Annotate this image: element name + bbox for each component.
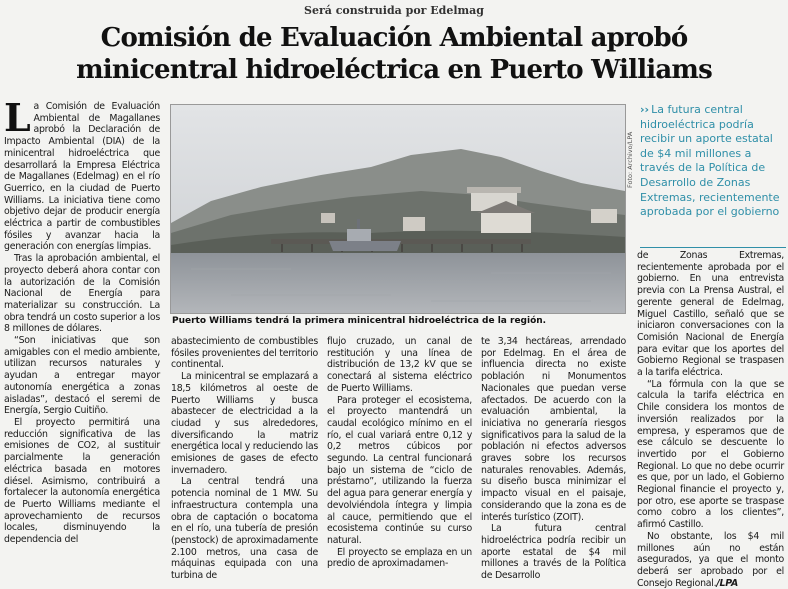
col2-paragraph-3: La central tendrá una potencia nominal de 1 MW. Su infraestructura contempla una obra de captación o bocatoma en el río, una tubería de presión (penstock) de aproximadamente 2.100 metros, una casa de máquinas equipada con una turbina de xyxy=(171,476,318,582)
headline xyxy=(0,22,788,86)
column-2 xyxy=(171,336,318,582)
puerto-williams-harbor-image xyxy=(171,105,625,313)
pull-quote-divider xyxy=(640,247,786,248)
harbor-photo xyxy=(170,104,626,314)
col1-paragraph-1: La Comisión de Evaluación Ambiental de Magallanes aprobó la Declaración de Impacto Ambiental (DIA) de la minicentral hidroeléctrica que desarrollará la Empresa Eléctrica de Magallanes (Edelmag) en el río Guerrico, en la ciudad de Puerto Williams. La iniciativa tiene como objetivo dejar de producir energía eléctrica a partir de combustibles fósiles y avanzar hacia la generación con energías limpias. xyxy=(4,95,160,253)
col2-paragraph-2: La minicentral se emplazará a 18,5 kilómetros al oeste de Puerto Williams y busca abastecer de electricidad a la ciudad y sus alrededores, diversificando la matriz energética local y reduciendo las emisiones de gases de efecto invernadero. xyxy=(171,371,318,476)
column-5 xyxy=(637,250,784,589)
col3-paragraph-3: El proyecto se emplaza en un predio de aproximadamen- xyxy=(327,546,472,570)
col2-paragraph-1: abastecimiento de combustibles fósiles provenientes del territorio continental. xyxy=(171,336,318,371)
col4-paragraph-2: La futura central hidroeléctrica podría recibir un aporte estatal de $4 mil millones a través de la Política de Desarrollo xyxy=(481,523,626,582)
photo-caption: Puerto Williams tendrá la primera minicentral hidroeléctrica de la región. xyxy=(172,316,547,326)
col1-paragraph-2: Tras la aprobación ambiental, el proyecto deberá ahora contar con la autorización de la Comisión Nacional de Energía para materializar su construcción. La obra tendrá un costo superior a los 8 millones de dólares. xyxy=(4,253,160,335)
col4-paragraph-1: te 3,34 hectáreas, arrendado por Edelmag. En el área de influencia directa no existe población ni Monumentos Nacionales que puedan verse afectados. De acuerdo con la evaluación ambiental, la iniciativa no generaría riesgos significativos para la salud de la población ni efectos adversos graves sobre los recursos naturales renovables. Además, su diseño busca minimizar el impacto visual en el paisaje, considerando que la zona es de interés turístico (ZOIT). xyxy=(481,336,626,523)
photo-credit: Foto: Archivo/LPA xyxy=(626,131,634,188)
column-4 xyxy=(481,336,626,582)
column-3 xyxy=(327,336,472,570)
column-1 xyxy=(4,95,160,546)
col5-paragraph-3: No obstante, los $4 mil millones aún no están asegurados, ya que el monto deberá ser aprobado por el Consejo Regional./LPA xyxy=(637,530,784,589)
col5-paragraph-2: “La fórmula con la que se calcula la tarifa eléctrica en Chile considera los montos de inversión realizados por la empresa, y esperamos que de ese cálculo se descuente lo invertido por el Gobierno Regional. Lo que no debe ocurrir es que, por un lado, el Gobierno Regional financie el proyecto y, por otro, ese aporte se traspase como cobro a los clientes”, afirmó Castillo. xyxy=(637,378,784,531)
col1-paragraph-4: El proyecto permitirá una reducción significativa de las emisiones de CO2, al sustituir parcialmente la generación eléctrica basada en motores diésel. Asimismo, contribuirá a fortalecer la autonomía energética de Puerto Williams mediante el aprovechamiento de recursos locales, disminuyendo la dependencia del xyxy=(4,416,160,546)
pull-quote xyxy=(640,103,786,220)
col1-paragraph-3: “Son iniciativas que son amigables con el medio ambiente, utilizan recursos naturales y ayudan a entregar mayor autonomía energética a zonas aisladas”, destacó el seremi de Energía, Sergio Cuitiño. xyxy=(4,335,160,417)
col3-paragraph-2: Para proteger el ecosistema, el proyecto mantendrá un caudal ecológico mínimo en el río, el cual variará entre 0,12 y 0,2 metros cúbicos por segundo. La central funcionará bajo un sistema de “ciclo de préstamo”, utilizando la fuerza del agua para generar energía y devolviéndola íntegra y limpia al cauce, permitiendo que el ecosistema continúe su curso natural. xyxy=(327,394,472,546)
dropcap: L xyxy=(4,95,31,140)
double-chevron-icon: ›› xyxy=(640,103,650,116)
pull-quote-text: La futura central hidroeléctrica podría recibir un aporte estatal de $4 mil millones a través de la Política de Desarrollo de Zonas Extremas, recientemente aprobada por el gobierno xyxy=(640,103,780,219)
col5-paragraph-1: de Zonas Extremas, recientemente aprobada por el gobierno. En una entrevista previa con La Prensa Austral, el gerente general de Edelmag, Miguel Castillo, señaló que se iniciaron conversaciones con la Comisión Nacional de Energía para evitar que los aportes del Gobierno Regional se traspasen a la tarifa eléctrica. xyxy=(637,250,784,379)
kicker: Será construida por Edelmag xyxy=(304,4,484,17)
headline-line-1: Comisión de Evaluación Ambiental aprobó xyxy=(100,23,688,53)
source-tag: /LPA xyxy=(716,577,739,589)
headline-line-2: minicentral hidroeléctrica en Puerto Williams xyxy=(76,55,712,85)
col3-paragraph-1: flujo cruzado, un canal de restitución y una línea de distribución de 13,2 kV que se conectará al sistema eléctrico de Puerto Williams. xyxy=(327,336,472,394)
